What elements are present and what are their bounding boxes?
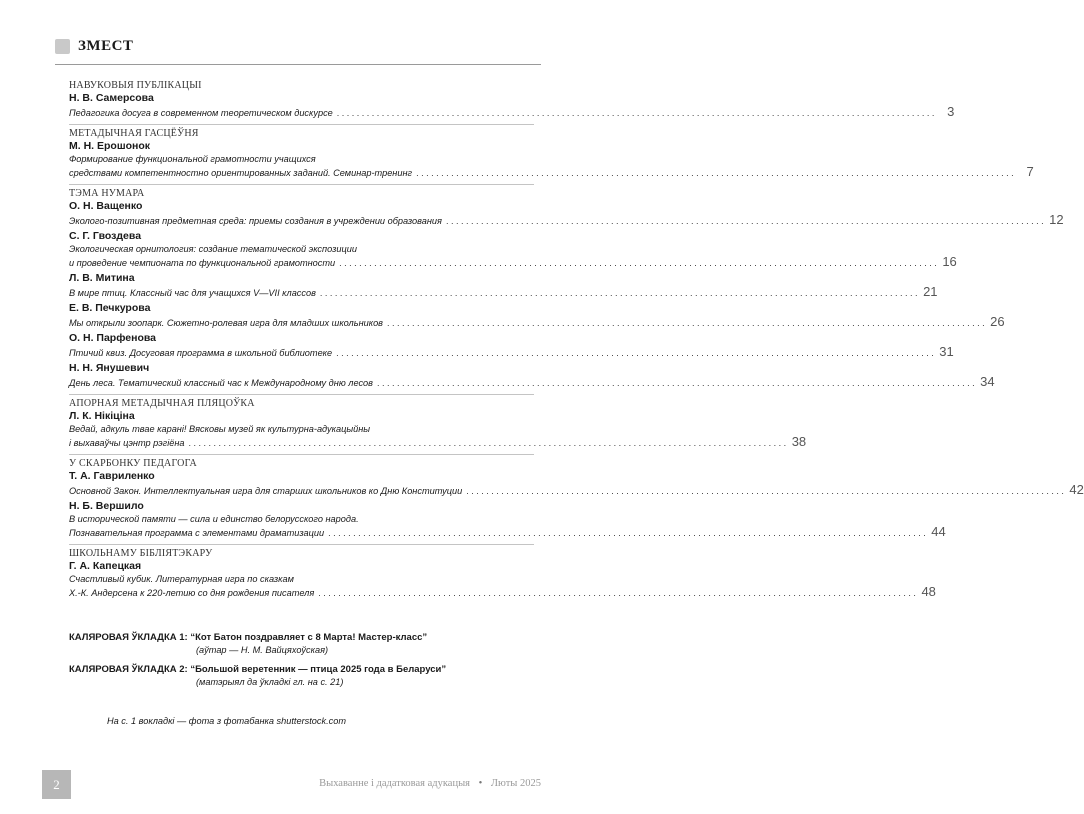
insert-note: (аўтар — Н. М. Вайцяхоўская) <box>196 645 329 655</box>
dot-leader: . . . . . . . . . . . . . . . . . . . . . . . . . . . . . . . . . . . . . . . . . . . . . . . . . . . . . . . . . . . . . . . . . . . . . . . . . . . . . . . . . . . . . . . . . . . . . . . . . . . . . . . . . . . . . . . . . . . . . . . . <box>339 258 937 268</box>
entry-page-number: 44 <box>931 524 946 539</box>
entry-page-number: 34 <box>980 374 995 389</box>
entry-title-row <box>69 434 807 449</box>
entry-title-row <box>69 164 1034 179</box>
entry-page-number: 31 <box>939 344 954 359</box>
entry-page-number: 3 <box>947 104 955 119</box>
entry-title-row <box>69 374 995 389</box>
entry-author: Т. А. Гавриленко <box>69 470 155 482</box>
table-of-contents <box>69 80 1084 602</box>
footer-separator: • <box>478 778 483 789</box>
dot-leader: . . . . . . . . . . . . . . . . . . . . . . . . . . . . . . . . . . . . . . . . . . . . . . . . . . . . . . . . . . . . . . . . . . . . . . . . . . . . . . . . . . . . . . . . . . . . . . . . . . . . . . . . . . . . . . . . . . . . . . . . <box>318 588 916 598</box>
entry-title-line: Основной Закон. Интеллектуальная игра для старших школьников ко Дню Конституции <box>69 486 463 496</box>
entry-author: Г. А. Капецкая <box>69 560 142 572</box>
toc-entry <box>69 230 957 269</box>
entry-author: Н. Б. Вершило <box>69 500 144 512</box>
toc-entry <box>69 140 1034 179</box>
entry-title-row <box>69 284 938 299</box>
header-divider <box>55 64 541 65</box>
entry-title-line: Познавательная программа с элементами драматизации <box>69 528 325 538</box>
toc-entry <box>69 92 955 119</box>
entry-title-line: День леса. Тематический классный час к Международному дню лесов <box>69 378 373 388</box>
entry-title-line: Педагогика досуга в современном теоретическом дискурсе <box>69 108 333 118</box>
insert-label: КАЛЯРОВАЯ ЎКЛАДКА 2: <box>69 664 188 675</box>
toc-entry <box>69 410 807 449</box>
toc-entry <box>69 272 938 299</box>
toc-entry <box>69 332 954 359</box>
entry-page-number: 48 <box>921 584 936 599</box>
section-heading: ШКОЛЬНАМУ БІБЛІЯТЭКАРУ <box>69 544 534 559</box>
photo-credit: На с. 1 вокладкі — фота з фотабанка shutterstock.com <box>107 716 346 726</box>
issue-date: Люты 2025 <box>490 778 541 789</box>
entry-title-row <box>69 104 955 119</box>
dot-leader: . . . . . . . . . . . . . . . . . . . . . . . . . . . . . . . . . . . . . . . . . . . . . . . . . . . . . . . . . . . . . . . . . . . . . . . . . . . . . . . . . . . . . . . . . . . . . . . . . . . . . . . . . . . . . . . . . . . . . . . . <box>328 528 926 538</box>
page-number: 2 <box>42 770 71 799</box>
color-insert-item <box>69 664 534 688</box>
entry-page-number: 7 <box>1026 164 1034 179</box>
entry-author: Н. В. Самерсова <box>69 92 154 104</box>
dot-leader: . . . . . . . . . . . . . . . . . . . . . . . . . . . . . . . . . . . . . . . . . . . . . . . . . . . . . . . . . . . . . . . . . . . . . . . . . . . . . . . . . . . . . . . . . . . . . . . . . . . . . . . . . . . . . . . . . . . . . . . . <box>336 348 934 358</box>
contents-header <box>55 38 133 55</box>
entry-title-row <box>69 212 1064 227</box>
entry-title-row <box>69 344 954 359</box>
insert-label: КАЛЯРОВАЯ ЎКЛАДКА 1: <box>69 632 188 643</box>
entry-author: С. Г. Гвоздева <box>69 230 142 242</box>
entry-title-line: Ведай, адкуль твае карані! Вясковы музей як культурна-адукацыйны <box>69 424 371 434</box>
entry-title-line: Счастливый кубик. Литературная игра по сказкам <box>69 574 294 584</box>
entry-title-row <box>69 584 936 599</box>
running-footer <box>319 778 541 789</box>
insert-note: (матэрыял да ўкладкі гл. на с. 21) <box>196 677 344 687</box>
color-inserts <box>69 632 534 696</box>
entry-title-line: В мире птиц. Классный час для учащихся V—VII классов <box>69 288 316 298</box>
insert-title: “Большой веретенник — птица 2025 года в Беларуси” <box>190 664 447 675</box>
section-heading: АПОРНАЯ МЕТАДЫЧНАЯ ПЛЯЦОЎКА <box>69 394 534 409</box>
entry-title-line: Птичий квиз. Досуговая программа в школьной библиотеке <box>69 348 333 358</box>
toc-entry <box>69 470 1084 497</box>
contents-title: ЗМЕСТ <box>78 38 134 54</box>
entry-page-number: 16 <box>942 254 957 269</box>
entry-title-line: Мы открыли зоопарк. Сюжетно-ролевая игра для младших школьников <box>69 318 383 328</box>
entry-author: Н. Н. Янушевич <box>69 362 150 374</box>
dot-leader: . . . . . . . . . . . . . . . . . . . . . . . . . . . . . . . . . . . . . . . . . . . . . . . . . . . . . . . . . . . . . . . . . . . . . . . . . . . . . . . . . . . . . . . . . . . . . . . . . . . . . . . . . . . . . . . . . . . . . . . . <box>188 438 787 448</box>
toc-entry <box>69 302 1005 329</box>
toc-entry <box>69 560 936 599</box>
toc-entry <box>69 200 1064 227</box>
entry-title-row <box>69 524 946 539</box>
section-heading: НАВУКОВЫЯ ПУБЛІКАЦЫІ <box>69 80 202 91</box>
toc-entry <box>69 500 946 539</box>
entry-page-number: 38 <box>791 434 807 449</box>
entry-title-line: В исторической памяти — сила и единство белорусского народа. <box>69 514 359 524</box>
dot-leader: . . . . . . . . . . . . . . . . . . . . . . . . . . . . . . . . . . . . . . . . . . . . . . . . . . . . . . . . . . . . . . . . . . . . . . . . . . . . . . . . . . . . . . . . . . . . . . . . . . . . . . . . . . . . . . . . . . . . . . . . <box>386 318 985 328</box>
section-heading: ТЭМА НУМАРА <box>69 184 534 199</box>
dot-leader: . . . . . . . . . . . . . . . . . . . . . . . . . . . . . . . . . . . . . . . . . . . . . . . . . . . . . . . . . . . . . . . . . . . . . . . . . . . . . . . . . . . . . . . . . . . . . . . . . . . . . . . . . . . . . . . . . . . . . . . . <box>445 216 1044 226</box>
entry-page-number: 12 <box>1049 212 1064 227</box>
color-insert-item <box>69 632 534 656</box>
entry-author: Е. В. Печкурова <box>69 302 151 314</box>
journal-name: Выхаванне і дадатковая адукацыя <box>319 778 470 789</box>
section-heading: У СКАРБОНКУ ПЕДАГОГА <box>69 454 534 469</box>
dot-leader: . . . . . . . . . . . . . . . . . . . . . . . . . . . . . . . . . . . . . . . . . . . . . . . . . . . . . . . . . . . . . . . . . . . . . . . . . . . . . . . . . . . . . . . . . . . . . . . . . . . . . . . . . . . . . . . . . . . . . . . . <box>376 378 975 388</box>
entry-title-line: і выхаваўчы цэнтр рэгіёна <box>69 438 185 448</box>
header-square-icon <box>55 39 70 54</box>
entry-title-line: и проведение чемпионата по функциональной грамотности <box>69 258 336 268</box>
entry-page-number: 21 <box>923 284 938 299</box>
entry-author: М. Н. Ерошонок <box>69 140 151 152</box>
entry-title-line: Х.-К. Андерсена к 220-летию со дня рождения писателя <box>69 588 315 598</box>
section-heading: МЕТАДЫЧНАЯ ГАСЦЁЎНЯ <box>69 124 534 139</box>
insert-heading <box>69 664 534 676</box>
entry-page-number: 26 <box>990 314 1005 329</box>
entry-title-line: Эколого-позитивная предметная среда: приемы создания в учреждении образования <box>69 216 442 226</box>
entry-page-number: 42 <box>1069 482 1084 497</box>
dot-leader: . . . . . . . . . . . . . . . . . . . . . . . . . . . . . . . . . . . . . . . . . . . . . . . . . . . . . . . . . . . . . . . . . . . . . . . . . . . . . . . . . . . . . . . . . . . . . . . . . . . . . . . . . . . . . . . . . . . . . . . . <box>416 168 1014 178</box>
insert-title: “Кот Батон поздравляет с 8 Марта! Мастер-класс” <box>190 632 428 643</box>
dot-leader: . . . . . . . . . . . . . . . . . . . . . . . . . . . . . . . . . . . . . . . . . . . . . . . . . . . . . . . . . . . . . . . . . . . . . . . . . . . . . . . . . . . . . . . . . . . . . . . . . . . . . . . . . . . . . . . . . . . . . . . . <box>319 288 918 298</box>
entry-author: Л. В. Митина <box>69 272 135 284</box>
entry-title-row <box>69 314 1005 329</box>
entry-author: О. Н. Ващенко <box>69 200 143 212</box>
entry-title-line: Формирование функциональной грамотности учащихся <box>69 154 316 164</box>
dot-leader: . . . . . . . . . . . . . . . . . . . . . . . . . . . . . . . . . . . . . . . . . . . . . . . . . . . . . . . . . . . . . . . . . . . . . . . . . . . . . . . . . . . . . . . . . . . . . . . . . . . . . . . . . . . . . . . . . . . . . . . . <box>336 108 935 118</box>
entry-author: Л. К. Нікіціна <box>69 410 135 422</box>
entry-title-row <box>69 254 957 269</box>
entry-author: О. Н. Парфенова <box>69 332 157 344</box>
entry-title-row <box>69 482 1084 497</box>
entry-title-line: Экологическая орнитология: создание тематической экспозиции <box>69 244 357 254</box>
entry-title-line: средствами компетентностно ориентированных заданий. Семинар-тренинг <box>69 168 413 178</box>
dot-leader: . . . . . . . . . . . . . . . . . . . . . . . . . . . . . . . . . . . . . . . . . . . . . . . . . . . . . . . . . . . . . . . . . . . . . . . . . . . . . . . . . . . . . . . . . . . . . . . . . . . . . . . . . . . . . . . . . . . . . . . . <box>466 486 1064 496</box>
toc-entry <box>69 362 995 389</box>
insert-heading <box>69 632 534 644</box>
